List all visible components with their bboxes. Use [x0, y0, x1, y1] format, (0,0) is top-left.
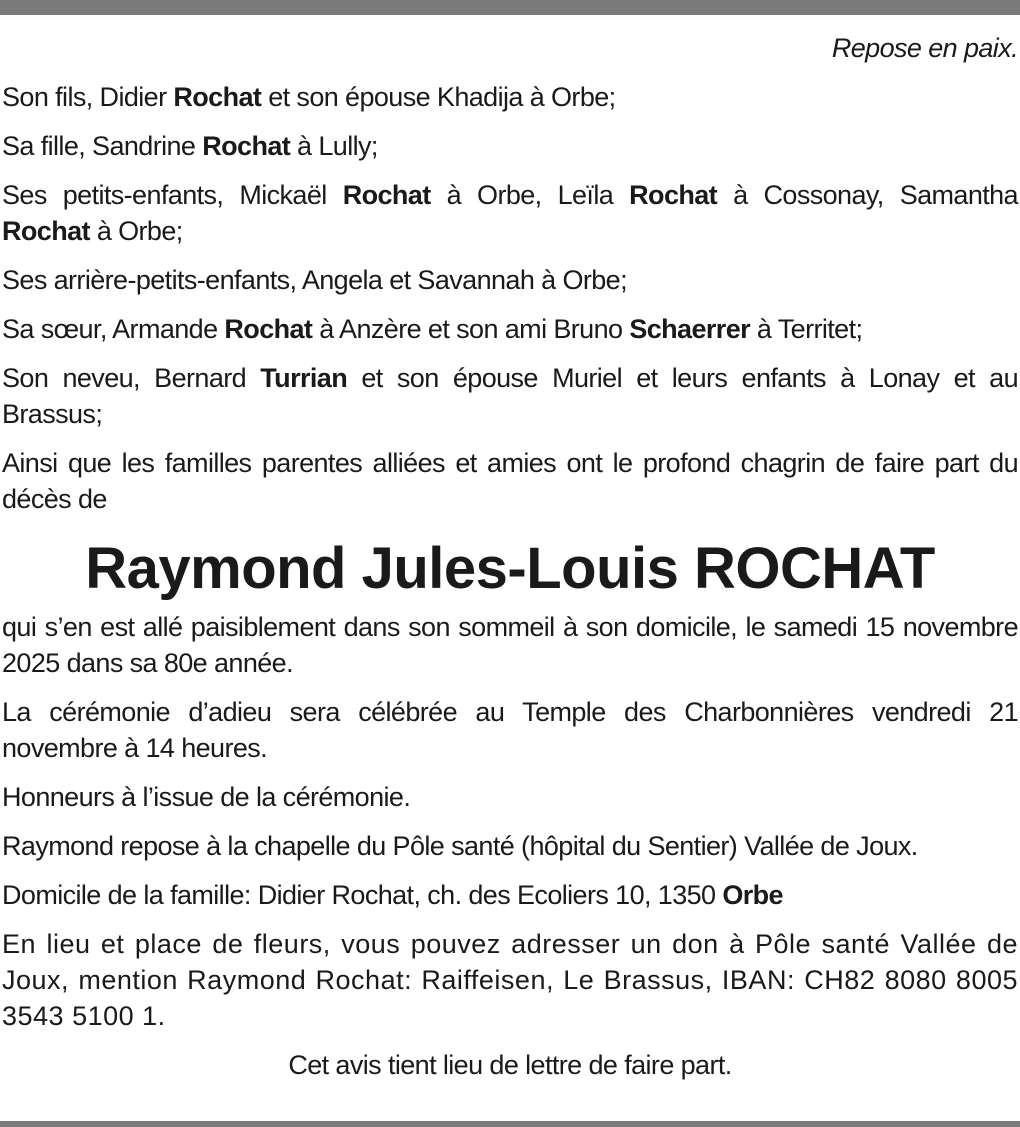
donation-info: En lieu et place de fleurs, vous pouvez adresser un don à Pôle santé Vallée de Joux, mention Raymond Rochat: Raiffeisen, Le Brassus, IBAN: CH82 8080 8005 3543 5100 1. — [2, 929, 1018, 1031]
family-sister: Sa sœur, Armande Rochat à Anzère et son ami Bruno Schaerrer à Territet; — [2, 314, 863, 344]
rest-location: Raymond repose à la chapelle du Pôle santé (hôpital du Sentier) Vallée de Joux. — [2, 831, 918, 861]
family-grandchildren: Ses petits-enfants, Mickaël Rochat à Orbe, Leïla Rochat à Cossonay, Samantha Rochat à Orbe; — [2, 180, 1018, 246]
bottom-divider — [0, 1121, 1020, 1127]
family-daughter: Sa fille, Sandrine Rochat à Lully; — [2, 131, 378, 161]
footer-note: Cet avis tient lieu de lettre de faire part. — [288, 1050, 732, 1080]
death-details: qui s’en est allé paisiblement dans son sommeil à son domicile, le samedi 15 novembre 2025 dans sa 80e année. — [2, 612, 1018, 678]
top-divider — [0, 0, 1020, 15]
honours-note: Honneurs à l’issue de la cérémonie. — [2, 782, 411, 812]
family-domicile: Domicile de la famille: Didier Rochat, ch. des Ecoliers 10, 1350 Orbe — [2, 880, 783, 910]
family-great-grandchildren: Ses arrière-petits-enfants, Angela et Savannah à Orbe; — [2, 265, 627, 295]
family-son: Son fils, Didier Rochat et son épouse Khadija à Orbe; — [2, 82, 616, 112]
obituary-notice — [2, 30, 1018, 1096]
announcement-text: Ainsi que les familles parentes alliées et amies ont le profond chagrin de faire part du décès de — [2, 448, 1018, 514]
deceased-name: Raymond Jules-Louis ROCHAT — [85, 536, 935, 601]
ceremony-details: La cérémonie d’adieu sera célébrée au Temple des Charbonnières vendredi 21 novembre à 14 heures. — [2, 697, 1018, 763]
closing-phrase: Repose en paix. — [831, 33, 1018, 63]
family-nephew: Son neveu, Bernard Turrian et son épouse Muriel et leurs enfants à Lonay et au Brassus; — [2, 363, 1018, 429]
